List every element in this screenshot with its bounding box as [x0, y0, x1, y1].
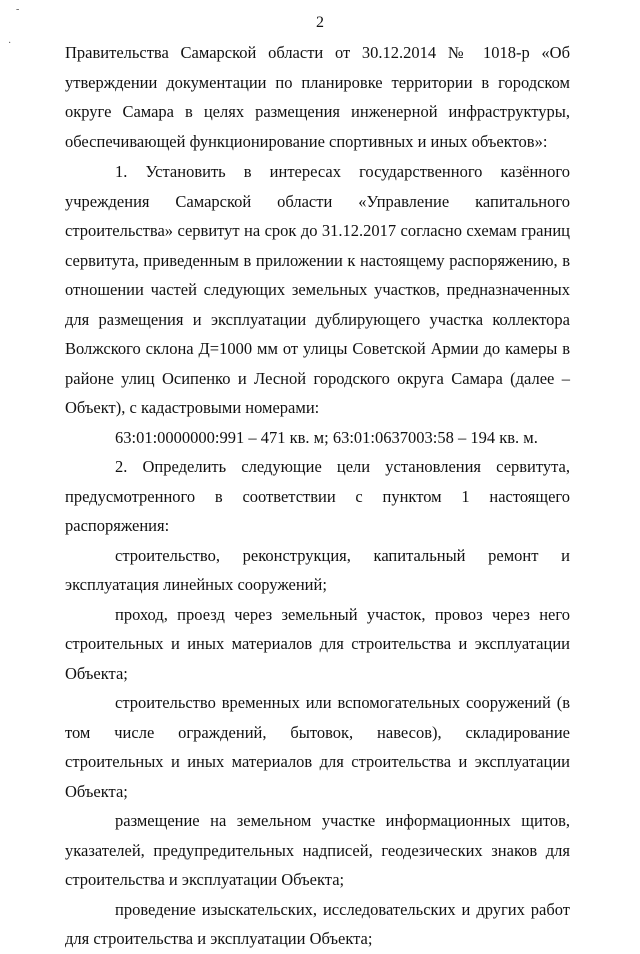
paragraph: проход, проезд через земельный участок, провоз через него строительных и иных материалов для строительства и эксплуатации Объекта;	[65, 604, 570, 683]
paragraph: 63:01:0000000:991 – 471 кв. м; 63:01:0637003:58 – 194 кв. м.	[115, 427, 538, 447]
scan-mark: ·	[8, 38, 12, 49]
paragraph: 2. Определить следующие цели установления сервитута, предусмотренного в соответствии с пунктом 1 настоящего распоряжения:	[65, 457, 570, 535]
paragraph: строительство временных или вспомогательных сооружений (в том числе ограждений, бытовок, навесов), складирование строительных и иных материалов для строительства и эксплуатации Объекта;	[65, 693, 570, 801]
paragraph: Правительства Самарской области от 30.12.2014 № 1018-р «Об утверждении документации по планировке территории в городском округе Самара в целях размещения инженерной инфраструктуры, обеспечивающей функционирование спортивных и иных объектов»:	[65, 43, 570, 151]
page-number: 2	[316, 14, 324, 31]
scan-mark: -	[16, 4, 20, 15]
paragraph: 1. Установить в интересах государственного казённого учреждения Самарской области «Управление капитального строительства» сервитут на срок до 31.12.2017 согласно схемам границ сервитута, приведенным в приложении к настоящему распоряжению, в отношении частей следующих земельных участков, предназначенных для размещения и эксплуатации дублирующего участка коллектора Волжского склона Д=1000 мм от улицы Советской Армии до камеры в районе улиц Осипенко и Лесной городского округа Самара (далее – Объект), с кадастровыми номерами:	[65, 162, 570, 417]
paragraph: проведение изыскательских, исследовательских и других работ для строительства и эксплуатации Объекта;	[65, 899, 570, 948]
document-body	[65, 38, 570, 954]
paragraph: размещение на земельном участке информационных щитов, указателей, предупредительных надписей, геодезических знаков для строительства и эксплуатации Объекта;	[65, 811, 570, 889]
paragraph: строительство, реконструкция, капитальный ремонт и эксплуатация линейных сооружений;	[65, 545, 570, 594]
